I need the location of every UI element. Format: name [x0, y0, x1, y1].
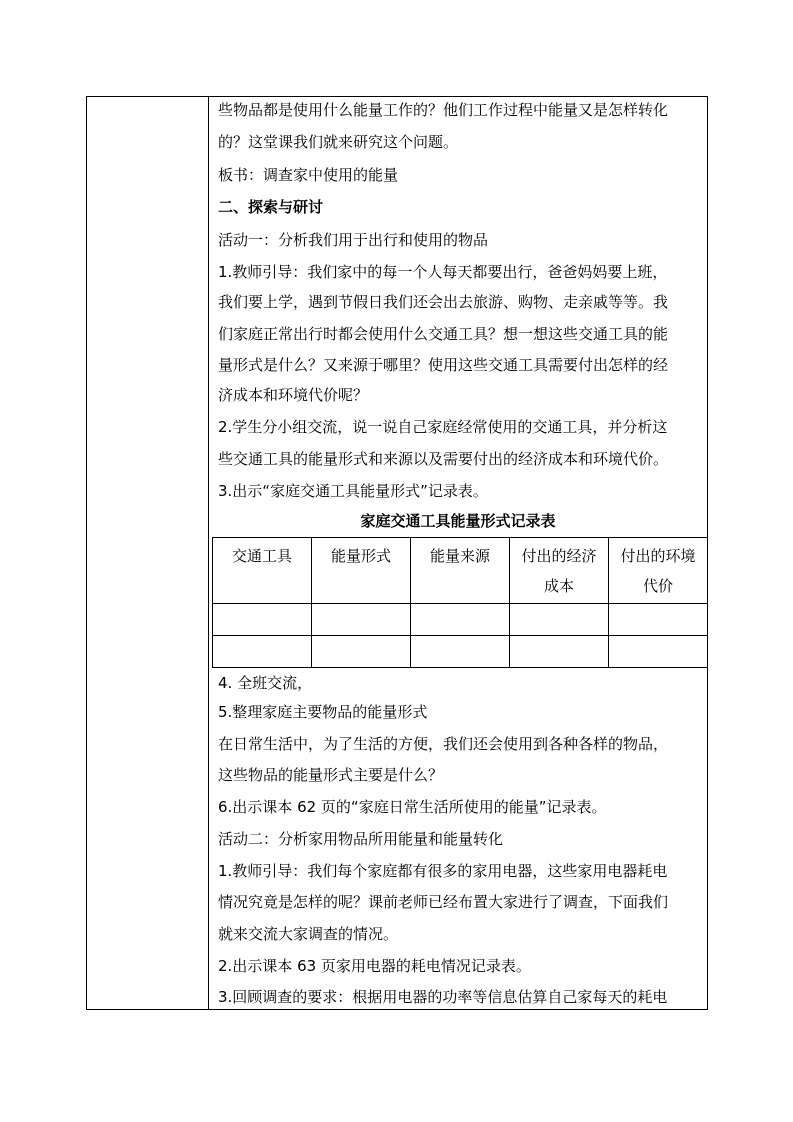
text-line: 3.出示“家庭交通工具能量形式”记录表。	[218, 482, 488, 500]
table-cell	[609, 636, 708, 668]
table-cell	[312, 636, 411, 668]
text-line: 5.整理家庭主要物品的能量形式	[218, 703, 428, 721]
table-row	[213, 636, 708, 668]
text-line: 4. 全班交流，	[218, 674, 313, 692]
text-line: 2.出示课本 63 页家用电器的耗电情况记录表。	[218, 957, 531, 975]
table-header-row	[213, 538, 708, 604]
text-line: 情况究竟是怎样的呢？课前老师已经布置大家进行了调查，下面我们	[218, 893, 669, 911]
text-line: 1.教师引导：我们家中的每一个人每天都要出行，爸爸妈妈要上班，	[218, 263, 668, 281]
column-header: 能量来源	[411, 538, 510, 604]
text-line: 3.回顾调查的要求：根据用电器的功率等信息估算自己家每天的耗电	[218, 988, 668, 1006]
activity-heading: 活动二：分析家用物品所用能量和能量转化	[218, 830, 504, 848]
content-cell	[209, 97, 707, 1009]
text-line: 板书：调查家中使用的能量	[218, 166, 399, 184]
text-line: 的？这堂课我们就来研究这个问题。	[218, 133, 459, 151]
left-column-cell	[87, 97, 209, 1009]
table-cell	[411, 636, 510, 668]
table-cell	[609, 604, 708, 636]
column-header: 付出的经济成本	[510, 538, 609, 604]
column-header: 付出的环境代价	[609, 538, 708, 604]
text-line: 些物品都是使用什么能量工作的？他们工作过程中能量又是怎样转化	[218, 101, 669, 119]
activity-heading: 活动一：分析我们用于出行和使用的物品	[218, 231, 489, 249]
record-table	[212, 537, 708, 668]
column-header: 能量形式	[312, 538, 411, 604]
record-table-title: 家庭交通工具能量形式记录表	[360, 512, 556, 530]
text-line: 就来交流大家调查的情况。	[218, 925, 399, 943]
lesson-plan-table	[86, 96, 708, 1010]
table-cell	[213, 636, 312, 668]
column-header: 交通工具	[213, 538, 312, 604]
text-line: 2.学生分小组交流，说一说自己家庭经常使用的交通工具，并分析这	[218, 418, 668, 436]
text-line: 量形式是什么？又来源于哪里？使用这些交通工具需要付出怎样的经	[218, 356, 669, 374]
table-row	[213, 604, 708, 636]
table-cell	[510, 636, 609, 668]
text-line: 些交通工具的能量形式和来源以及需要付出的经济成本和环境代价。	[218, 450, 669, 468]
text-line: 1.教师引导：我们每个家庭都有很多的家用电器，这些家用电器耗电	[218, 862, 668, 880]
text-line: 们家庭正常出行时都会使用什么交通工具？想一想这些交通工具的能	[218, 325, 669, 343]
table-cell	[213, 604, 312, 636]
text-line: 我们要上学，遇到节假日我们还会出去旅游、购物、走亲戚等等。我	[218, 293, 669, 311]
section-heading: 二、探索与研讨	[218, 198, 324, 216]
table-cell	[510, 604, 609, 636]
text-line: 济成本和环境代价呢？	[218, 386, 369, 404]
text-line: 这些物品的能量形式主要是什么？	[218, 766, 444, 784]
text-line: 6.出示课本 62 页的“家庭日常生活所使用的能量”记录表。	[218, 798, 607, 816]
table-cell	[312, 604, 411, 636]
table-cell	[411, 604, 510, 636]
text-line: 在日常生活中，为了生活的方便，我们还会使用到各种各样的物品，	[218, 735, 669, 753]
